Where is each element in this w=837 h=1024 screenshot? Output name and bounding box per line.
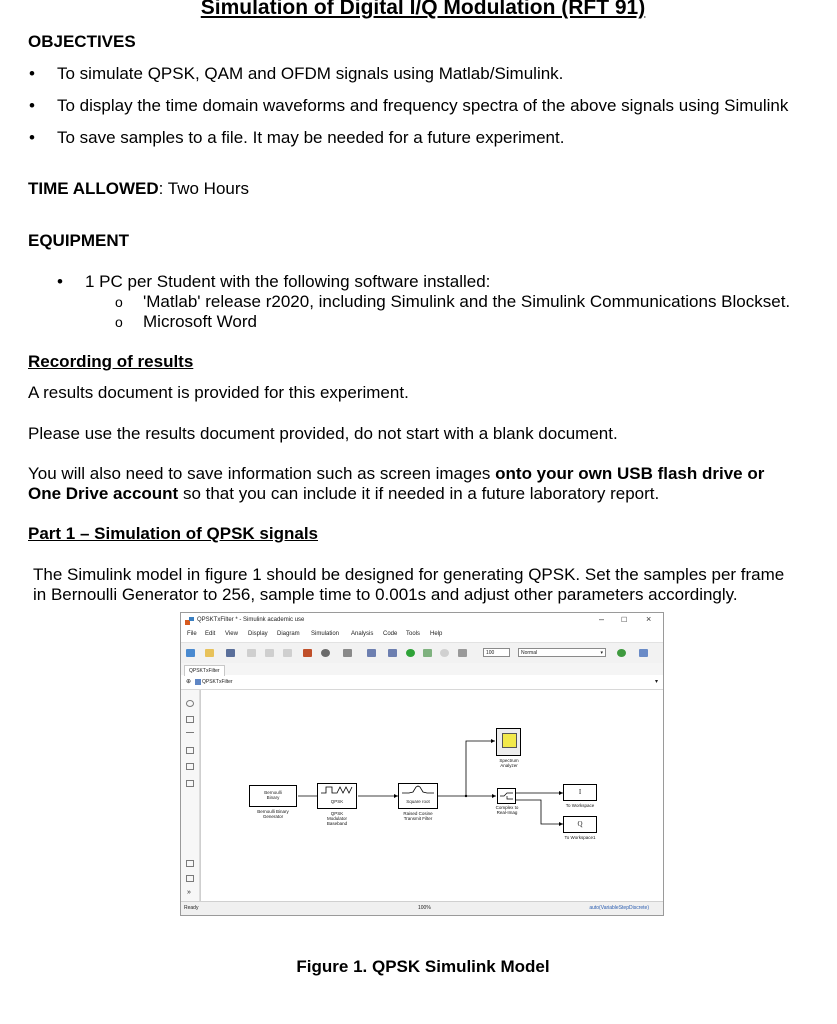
- breadcrumb: [181, 676, 663, 690]
- expand-icon[interactable]: »: [187, 889, 191, 896]
- complex-split-icon: [498, 789, 515, 803]
- rrc-filter-block[interactable]: [398, 783, 438, 809]
- breadcrumb-path[interactable]: QPSKTxFilter: [202, 679, 233, 685]
- time-allowed-value: : Two Hours: [158, 179, 250, 198]
- qpsk-inner-label: QPSK: [330, 799, 344, 804]
- simulink-app-icon: [185, 617, 194, 625]
- zoom-icon[interactable]: [186, 700, 194, 707]
- menu-bar: [181, 629, 663, 641]
- part1-heading: Part 1 – Simulation of QPSK signals: [28, 524, 319, 543]
- rrc-inner-label: Square root: [406, 799, 430, 804]
- bernoulli-generator-block[interactable]: Bernoulli Binary: [249, 785, 297, 807]
- annotation-icon[interactable]: [186, 747, 194, 754]
- model-icon: [195, 679, 201, 685]
- qpsk-modulator-block[interactable]: [317, 783, 357, 809]
- menu-edit[interactable]: Edit: [205, 631, 216, 637]
- spectrum-screen-icon: [502, 733, 517, 748]
- complex-to-real-imag-label: Complex to Real-Imag: [495, 805, 519, 815]
- objective-item: • To save samples to a file. It may be needed for a future experiment.: [29, 128, 565, 147]
- dropdown-arrow-icon[interactable]: ▾: [654, 679, 658, 685]
- menu-diagram[interactable]: Diagram: [277, 631, 300, 637]
- equipment-subitem: o Microsoft Word: [115, 312, 257, 331]
- model-explorer-icon[interactable]: [343, 649, 352, 657]
- qpsk-waveform-icon: [318, 784, 356, 796]
- forward-icon[interactable]: [265, 649, 274, 657]
- step-forward-icon[interactable]: [423, 649, 432, 657]
- document-title: Simulation of Digital I/Q Modulation (RFT 91): [200, 0, 646, 19]
- up-icon[interactable]: [283, 649, 292, 657]
- status-zoom: 100%: [418, 905, 431, 911]
- spectrum-analyzer-label: Spectrum Analyzer: [499, 758, 519, 768]
- complex-to-real-imag-block[interactable]: [497, 788, 516, 804]
- stop-time-input[interactable]: 100: [483, 648, 510, 657]
- maximize-icon[interactable]: ☐: [621, 617, 628, 624]
- qpsk-modulator-label: QPSK Modulator Baseband: [326, 811, 348, 826]
- status-solver[interactable]: auto(VariableStepDiscrete): [589, 905, 649, 911]
- window-titlebar: [181, 613, 663, 629]
- stop-icon[interactable]: [440, 649, 449, 657]
- part1-line1: The Simulink model in figure 1 should be designed for generating QPSK. Set the samples per frame: [33, 565, 785, 584]
- simulation-mode-select[interactable]: Normal ▾: [518, 648, 606, 657]
- check-icon[interactable]: [617, 649, 626, 657]
- time-allowed: [28, 179, 249, 199]
- menu-display[interactable]: Display: [248, 631, 268, 637]
- area-icon[interactable]: [186, 780, 194, 787]
- recording-heading: Recording of results: [28, 352, 194, 371]
- to-workspace-q-label: To Workspace1: [564, 835, 596, 840]
- menu-file[interactable]: File: [187, 631, 197, 637]
- menu-simulation[interactable]: Simulation: [311, 631, 340, 637]
- menu-view[interactable]: View: [225, 631, 238, 637]
- equipment-heading: EQUIPMENT: [28, 231, 130, 250]
- back-icon[interactable]: [247, 649, 256, 657]
- rrc-filter-label: Raised Cosine Transmit Filter: [403, 811, 433, 821]
- model-tab-row: [181, 663, 663, 675]
- filter-response-icon: [399, 784, 437, 796]
- step-back-icon[interactable]: [367, 649, 376, 657]
- new-model-icon[interactable]: [186, 649, 195, 657]
- toolbar: [181, 642, 663, 664]
- bernoulli-generator-label: Bernoulli Binary Generator: [257, 809, 289, 819]
- grid-icon[interactable]: [639, 649, 648, 657]
- settings-gear-icon[interactable]: [321, 649, 330, 657]
- menu-tools[interactable]: Tools: [406, 631, 421, 637]
- save-icon[interactable]: [226, 649, 235, 657]
- figure-caption: Figure 1. QPSK Simulink Model: [296, 957, 550, 976]
- time-allowed-label: TIME ALLOWED: [28, 179, 159, 198]
- menu-help[interactable]: Help: [430, 631, 443, 637]
- scope-icon[interactable]: [458, 649, 467, 657]
- recording-line3: You will also need to save information such as screen images onto your own USB flash drive or: [28, 464, 765, 483]
- menu-analysis[interactable]: Analysis: [351, 631, 374, 637]
- camera-icon[interactable]: [186, 860, 194, 867]
- library-browser-icon[interactable]: [303, 649, 312, 657]
- chevron-down-icon: ▾: [600, 650, 603, 656]
- tab-qpsktxfilter[interactable]: QPSKTxFilter: [184, 665, 225, 676]
- step-back-2-icon[interactable]: [388, 649, 397, 657]
- spectrum-analyzer-block[interactable]: [496, 728, 521, 756]
- fit-view-icon[interactable]: [186, 716, 194, 723]
- minimize-icon[interactable]: –: [599, 614, 605, 624]
- status-bar: [181, 901, 663, 915]
- simulink-window: [180, 612, 664, 916]
- model-browser-icon[interactable]: [186, 875, 194, 882]
- objective-item: • To display the time domain waveforms and frequency spectra of the above signals using Simulink: [29, 96, 789, 115]
- to-workspace-i-label: To Workspace: [565, 803, 595, 808]
- image-icon[interactable]: [186, 763, 194, 770]
- model-canvas[interactable]: [200, 690, 663, 902]
- hide-explorer-icon[interactable]: ⊕: [186, 679, 192, 685]
- tool-palette: [181, 690, 200, 902]
- open-icon[interactable]: [205, 649, 214, 657]
- recording-line4: One Drive account so that you can include it if needed in a future laboratory report.: [28, 484, 660, 503]
- part1-line2: in Bernoulli Generator to 256, sample time to 0.001s and adjust other parameters accordingly.: [33, 585, 738, 604]
- equipment-subitem: o 'Matlab' release r2020, including Simulink and the Simulink Communications Blockset.: [115, 292, 791, 311]
- to-workspace-i-block[interactable]: I: [563, 784, 597, 801]
- window-title: QPSKTxFilter * - Simulink academic use: [197, 617, 305, 623]
- to-workspace-q-block[interactable]: Q: [563, 816, 597, 833]
- status-ready: Ready: [184, 905, 199, 911]
- recording-line1: A results document is provided for this experiment.: [28, 383, 409, 402]
- objective-item: • To simulate QPSK, QAM and OFDM signals using Matlab/Simulink.: [29, 64, 564, 83]
- recording-line2: Please use the results document provided, do not start with a blank document.: [28, 424, 618, 443]
- close-icon[interactable]: ×: [646, 614, 652, 624]
- arrow-icon[interactable]: [186, 732, 194, 739]
- equipment-item: • 1 PC per Student with the following software installed:: [57, 272, 491, 291]
- run-icon[interactable]: [406, 649, 415, 657]
- menu-code[interactable]: Code: [383, 631, 398, 637]
- objectives-heading: OBJECTIVES: [28, 32, 136, 51]
